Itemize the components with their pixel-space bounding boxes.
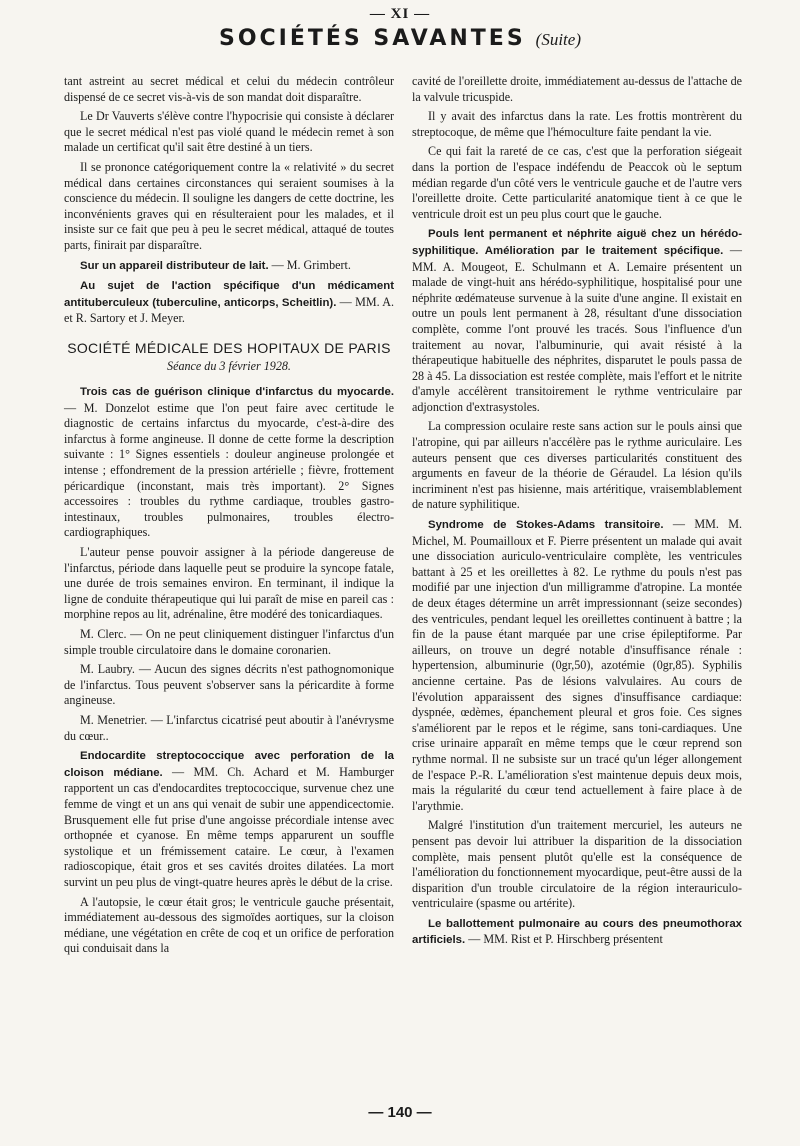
paragraph: M. Menetrier. — L'infarctus cicatrisé peut aboutir à l'anévrysme du cœur..	[64, 712, 394, 743]
paper-authors: — M. Grimbert.	[268, 257, 351, 272]
paragraph: Il y avait des infarctus dans la rate. Les frottis montrèrent du streptocoque, de même que l'hémoculture faite pendant la vie.	[412, 109, 742, 139]
paragraph	[64, 258, 394, 275]
paper-title: Sur un appareil distributeur de lait.	[80, 259, 269, 272]
left-column	[64, 74, 394, 961]
page-number: — 140 —	[368, 1104, 432, 1121]
paragraph	[64, 278, 394, 327]
paper-body: — MM. M. Michel, M. Poumailloux et F. Pierre présentent un malade qui avait une dissociation auriculo-ventriculaire complète, les ventricules battant à 25 et les oreillettes à 82. Le rythme du pouls n'est pas modifié par une injection d'un milligramme d'atropine. La montée de deux étages détermine un arrêt impressionnant (seize secondes) des ventricules, pendant lequel les oreillettes continuent à battre ; la fin de la pause étant marquée par une crise épileptiforme. Par ailleurs, on trouve un degré notable d'insuffisance rénale : hypertension, albuminurie (0gr,50), azotémie (0gr,85). Syphilis ancienne certaine. Pas de lésions valvulaires. Au cours de l'évolution apparaissent des signes d'insuffisance cardiaque: dyspnée, œdèmes, épanchement pleural et gros foie. Ces signes s'améliorent par le repos et le régime, sans toni-cardiaques. Une crise urinaire apparaît en même temps que le cœur reprend son rythme normal. Il ne subsiste sur un tracé qu'un léger allongement de l'espace P.-R. L'amélioration s'est maintenue depuis deux mois, mais la régularité du cœur tend actuellement à faire place à de l'arythmie.	[412, 517, 742, 813]
page-roman-number: — XI —	[369, 6, 431, 22]
paragraph: Le Dr Vauverts s'élève contre l'hypocrisie qui consiste à déclarer que le secret médical n'est pas violé quand le médecin remet à son malade un certificat qu'il sait être destiné à un tiers.	[64, 109, 394, 155]
paper-title: Syndrome de Stokes-Adams transitoire.	[428, 519, 664, 532]
seance-date: Séance du 3 février 1928.	[167, 358, 291, 373]
paragraph: Ce qui fait la rareté de ce cas, c'est que la perforation siégeait dans la portion de l'espace indéfendu de Peaccok où le septum médian regarde d'un côté vers le ventricule gauche et de l'autre vers l'oreillette droite. Cette particularité anatomique tient à ce que le ventricule droit est un peu plus court que le gauche.	[412, 144, 742, 221]
paper-authors: — MM. A. et R. Sartory et J. Meyer.	[64, 294, 394, 326]
paper-title: Pouls lent permanent et néphrite aiguë chez un hérédo-syphilitique. Amélioration par le traitement spécifique.	[412, 228, 742, 257]
paragraph: cavité de l'oreillette droite, immédiatement au-dessus de l'attache de la valvule tricuspide.	[412, 74, 742, 104]
paragraph	[412, 916, 742, 949]
paper-body: — M. Donzelot estime que l'on peut faire avec certitude le diagnostic de certains infarctus du myocarde, c'est-à-dire des infarctus à forme angineuse. Il donne de cette forme la description suivante : 1° Signes essentiels : douleur angineuse prolongée et intense ; effondrement de la pression artérielle ; fièvre, frottement péricardique (inconstant, mais très important). 2° Signes accessoires : troubles du rythme cardiaque, troubles gastro-intestinaux, troubles pulmonaires, troubles électro-cardiographiques.	[64, 400, 394, 540]
paragraph	[64, 384, 394, 541]
paragraph	[412, 517, 742, 814]
paragraph: tant astreint au secret médical et celui du médecin contrôleur dispensé de ce secret vis-à-vis de son mandat doit disparaître.	[64, 74, 394, 104]
paragraph: La compression oculaire reste sans action sur le pouls ainsi que l'atropine, qui par ailleurs n'accélère pas le rythme auriculaire. Les auteurs pensent que ces diverses particularités constituent des arguments en faveur de la théorie de Géraudel. La lésion qu'ils incriminent n'est pas hisienne, mais artéritique, vraisemblablement de nature syphilitique.	[412, 419, 742, 512]
page-title	[0, 26, 800, 51]
paragraph: Malgré l'institution d'un traitement mercuriel, les auteurs ne pensent pas devoir lui attribuer la disparition de la dissociation complète, mais pensent plutôt qu'elle est la conséquence de l'amélioration du fonctionnement myocardique, peut-être aussi de la disparition d'un trouble circulatoire de la région interauriculo-ventriculaire (spasme ou artérite).	[412, 818, 742, 911]
paragraph: L'auteur pense pouvoir assigner à la période dangereuse de l'infarctus, période dans laquelle peut se produire la syncope fatale, une durée de trois semaines environ. En terminant, il indique la ligne de conduite thérapeutique qui lui paraît de mise en pareil cas : morphine repos au lit, adrénaline, être modéré des tonicardiaques.	[64, 545, 394, 622]
right-column	[412, 74, 742, 953]
paper-body: — MM. A. Mougeot, E. Schulmann et A. Lemaire présentent un malade de vingt-huit ans hérédo-syphilitique, hospitalisé pour une néphrite œdémateuse survenue à la suite d'une angine. Il existait en outre un pouls lent permanent à 28, résultant d'une dissociation complète, comme l'ont prouvé les tracés. Sous l'influence d'un traitement au novar, l'albuminurie, qui avait résisté à la thérapeutique habituelle des néphrites, disparutet le pouls passa de 28 à 45. La dissociation est restée complète, mais l'effort et le nitrite d'amyle accélèrent transitoirement le rythme ventriculaire par adjonction d'extrasystoles.	[412, 242, 742, 414]
paragraph: A l'autopsie, le cœur était gros; le ventricule gauche présentait, immédiatement au-dessous des sigmoïdes aortiques, sur la cloison médiane, une végétation en crête de coq et un orifice de perforation qui conduisait dans la	[64, 894, 394, 956]
journal-section-title: SOCIÉTÉS SAVANTES	[218, 26, 526, 51]
section-heading: SOCIÉTÉ MÉDICALE DES HOPITAUX DE PARIS	[67, 339, 391, 356]
paragraph: Il se prononce catégoriquement contre la « relativité » du secret médical dans certaines circonstances qui seraient soumises à la conscience du médecin. Il souligne les dangers de cette doctrine, les inconvénients graves qui en résulteraient pour les malades, et il insiste sur ce fait que peu à peu le secret médical, attaqué de toutes parts, finirait par disparaître.	[64, 159, 394, 252]
paragraph	[64, 748, 394, 890]
paper-authors: — MM. Rist et P. Hirschberg présentent	[465, 932, 663, 947]
paper-body: — MM. Ch. Achard et M. Hamburger rapportent un cas d'endocardites treptococcique, survenue chez une femme de vingt et un ans qui venait de subir une appendicectomie. Brusquement elle fut prise d'une angoisse précordiale intense avec orthopnée et cyanose. En même temps apparurent un souffle systolique et un frémissement cataire. Le cœur, à l'examen radioscopique, était gros et ses cavités droites dilatées. La mort survint un peu plus de vingt-quatre heures après le début de la crise.	[64, 764, 394, 889]
paper-title: Le ballottement pulmonaire au cours des pneumothorax artificiels.	[412, 917, 742, 947]
paper-title: Au sujet de l'action spécifique d'un médicament antituberculeux (tuberculine, anticorps, Scheitlin).	[64, 280, 394, 309]
paragraph: M. Laubry. — Aucun des signes décrits n'est pathognomonique de l'infarctus. Tous peuvent s'observer sans la péricardite à forme angineuse.	[64, 662, 394, 708]
paper-title: Endocardite streptococcique avec perforation de la cloison médiane.	[64, 750, 394, 779]
paragraph	[412, 226, 742, 415]
paper-title: Trois cas de guérison clinique d'infarctus du myocarde.	[80, 386, 394, 399]
title-suite: (Suite)	[535, 30, 581, 49]
paragraph: M. Clerc. — On ne peut cliniquement distinguer l'infarctus d'un simple trouble circulatoire dans le domaine coronarien.	[64, 627, 394, 657]
